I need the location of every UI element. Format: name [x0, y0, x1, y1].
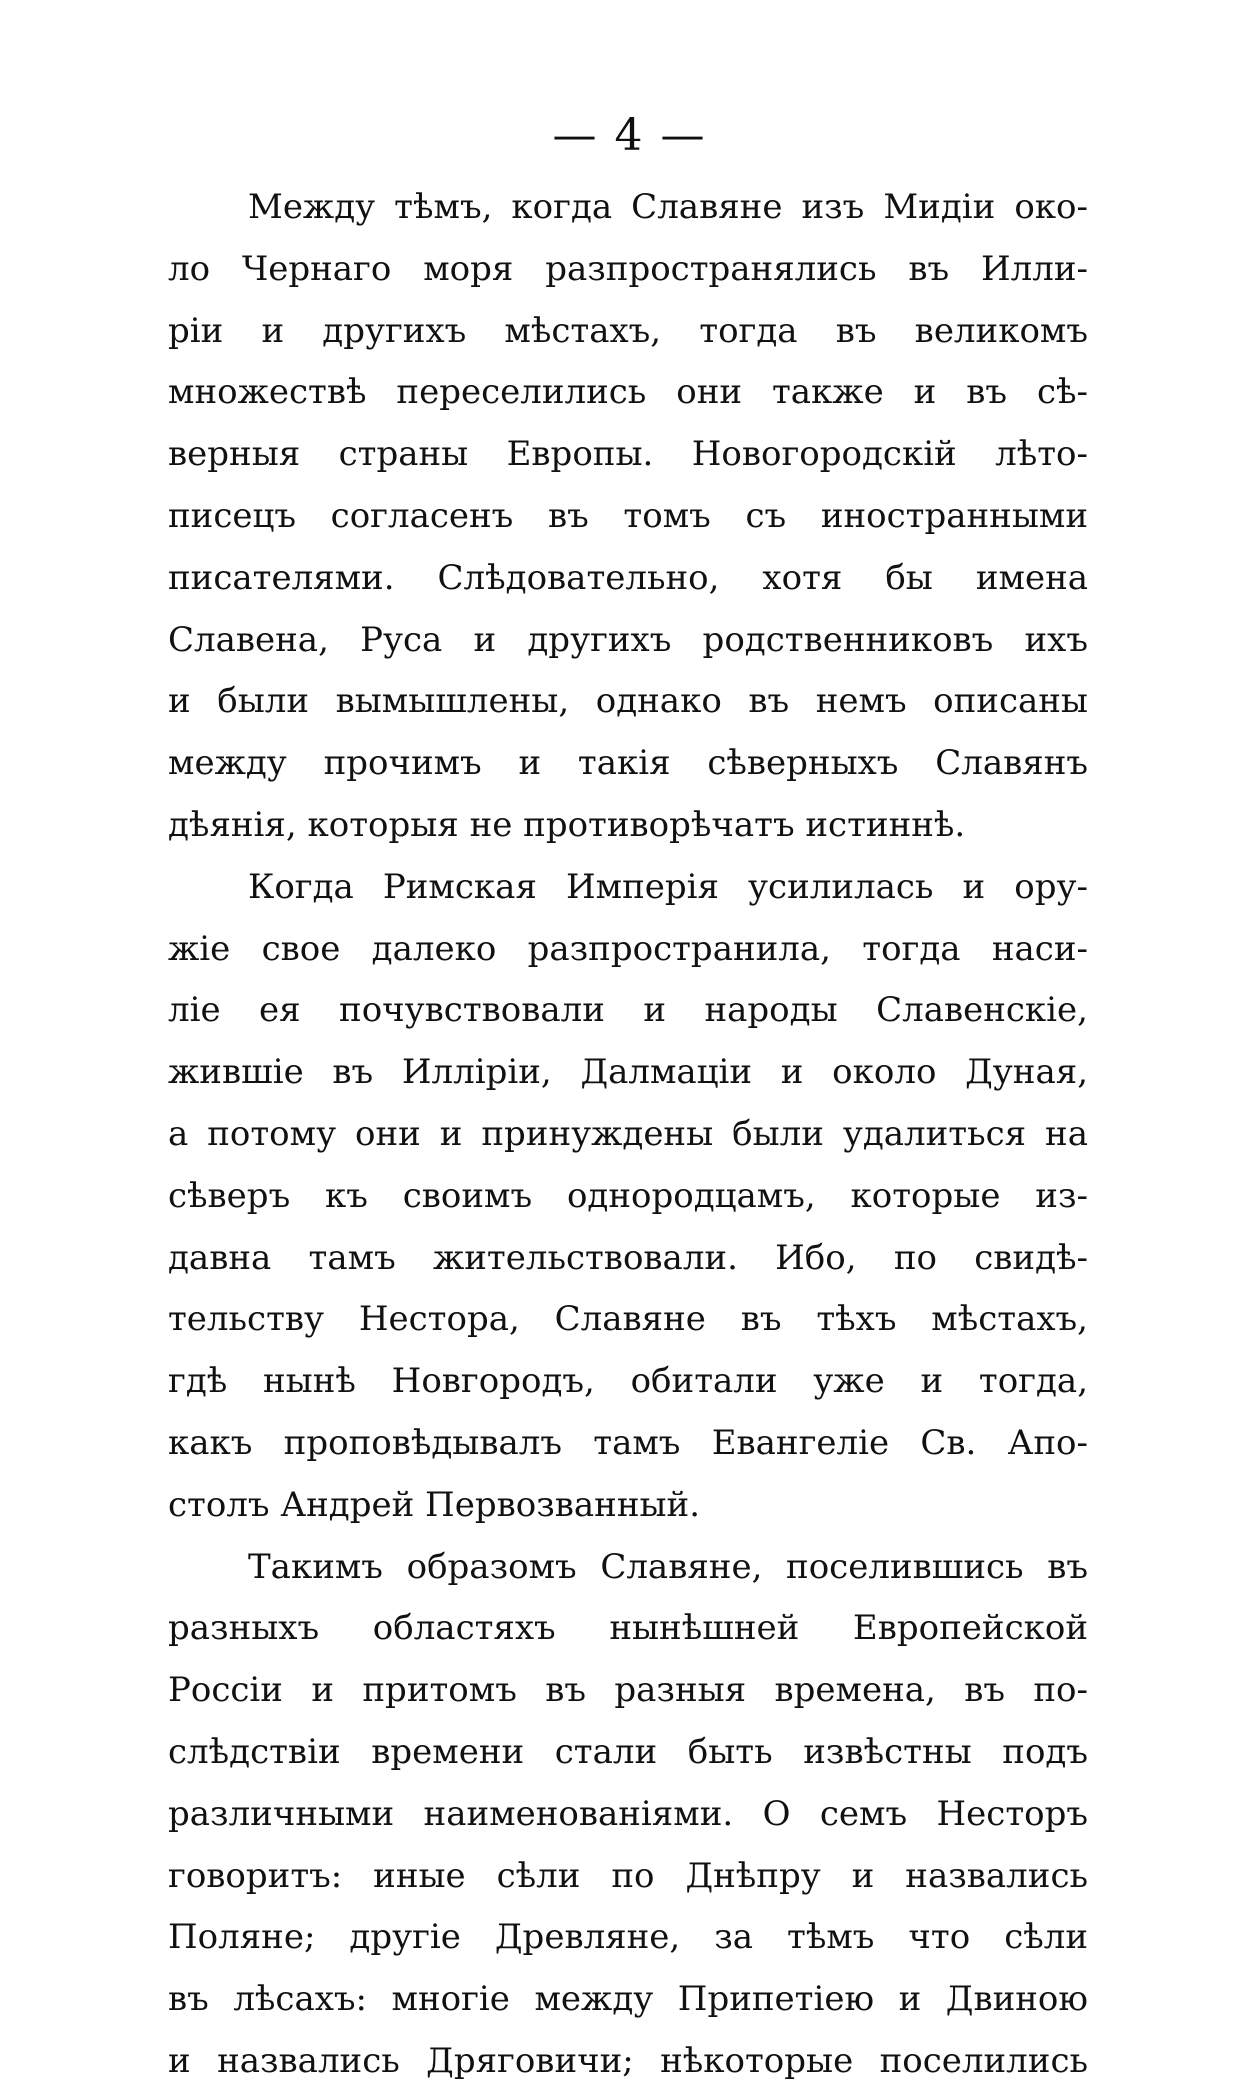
text-line: Россіи и притомъ въ разныя времена, въ по-	[168, 1670, 1088, 1711]
text-line: столъ Андрей Первозванный.	[168, 1484, 701, 1525]
text-line: тельству Нестора, Славяне въ тѣхъ мѣстахъ,	[168, 1299, 1088, 1340]
text-line: писецъ согласенъ въ томъ съ иностранными	[168, 495, 1088, 536]
text-line: въ лѣсахъ: многіе между Припетіею и Двиною	[168, 1979, 1088, 2020]
text-line: а потому они и принуждены были удалиться на	[168, 1113, 1088, 1154]
text-line: слѣдствіи времени стали быть извѣстны подъ	[168, 1731, 1088, 1772]
text-line: Когда Римская Имперія усилилась и ору-	[248, 866, 1088, 907]
text-line: дѣянія, которыя не противорѣчатъ истиннѣ.	[168, 804, 966, 845]
text-line: разныхъ областяхъ нынѣшней Европейской	[168, 1608, 1088, 1649]
text-line: и назвались Дряговичи; нѣкоторые поселились	[168, 2040, 1088, 2081]
page-number: — 4 —	[552, 110, 707, 161]
text-line: Такимъ образомъ Славяне, поселившись въ	[248, 1546, 1088, 1587]
text-line: говоритъ: иные сѣли по Днѣпру и назвались	[168, 1855, 1088, 1896]
text-line: Между тѣмъ, когда Славяне изъ Мидіи око-	[248, 187, 1088, 227]
text-line: жіе свое далеко разпространила, тогда наси-	[168, 928, 1088, 969]
body-text	[168, 177, 1088, 2093]
text-line: различными наименованіями. О семъ Несторъ	[168, 1793, 1088, 1834]
text-line: и были вымышлены, однако въ немъ описаны	[168, 681, 1088, 722]
text-line: верныя страны Европы. Новогородскій лѣто-	[168, 434, 1088, 475]
text-line: гдѣ нынѣ Новгородъ, обитали уже и тогда,	[168, 1361, 1088, 1402]
text-line: сѣверъ къ своимъ однородцамъ, которые из-	[168, 1175, 1088, 1216]
text-line: между прочимъ и такія сѣверныхъ Славянъ	[168, 743, 1088, 784]
text-line: ріи и другихъ мѣстахъ, тогда въ великомъ	[168, 310, 1088, 351]
text-line: ло Чернаго моря разпространялись въ Илли-	[168, 248, 1088, 289]
text-line: какъ проповѣдывалъ тамъ Евангеліе Св. Апо-	[168, 1422, 1088, 1463]
text-line: жившіе въ Илліріи, Далмаціи и около Дуная,	[168, 1052, 1088, 1093]
text-line: ліе ея почувствовали и народы Славенскіе,	[168, 990, 1088, 1031]
text-line: писателями. Слѣдовательно, хотя бы имена	[168, 557, 1088, 598]
text-line: Поляне; другіе Древляне, за тѣмъ что сѣли	[168, 1917, 1088, 1958]
text-line: множествѣ переселились они также и въ сѣ-	[168, 372, 1088, 413]
text-line: Славена, Руса и другихъ родственниковъ ихъ	[168, 619, 1088, 660]
text-line: давна тамъ жительствовали. Ибо, по свидѣ-	[168, 1237, 1088, 1278]
